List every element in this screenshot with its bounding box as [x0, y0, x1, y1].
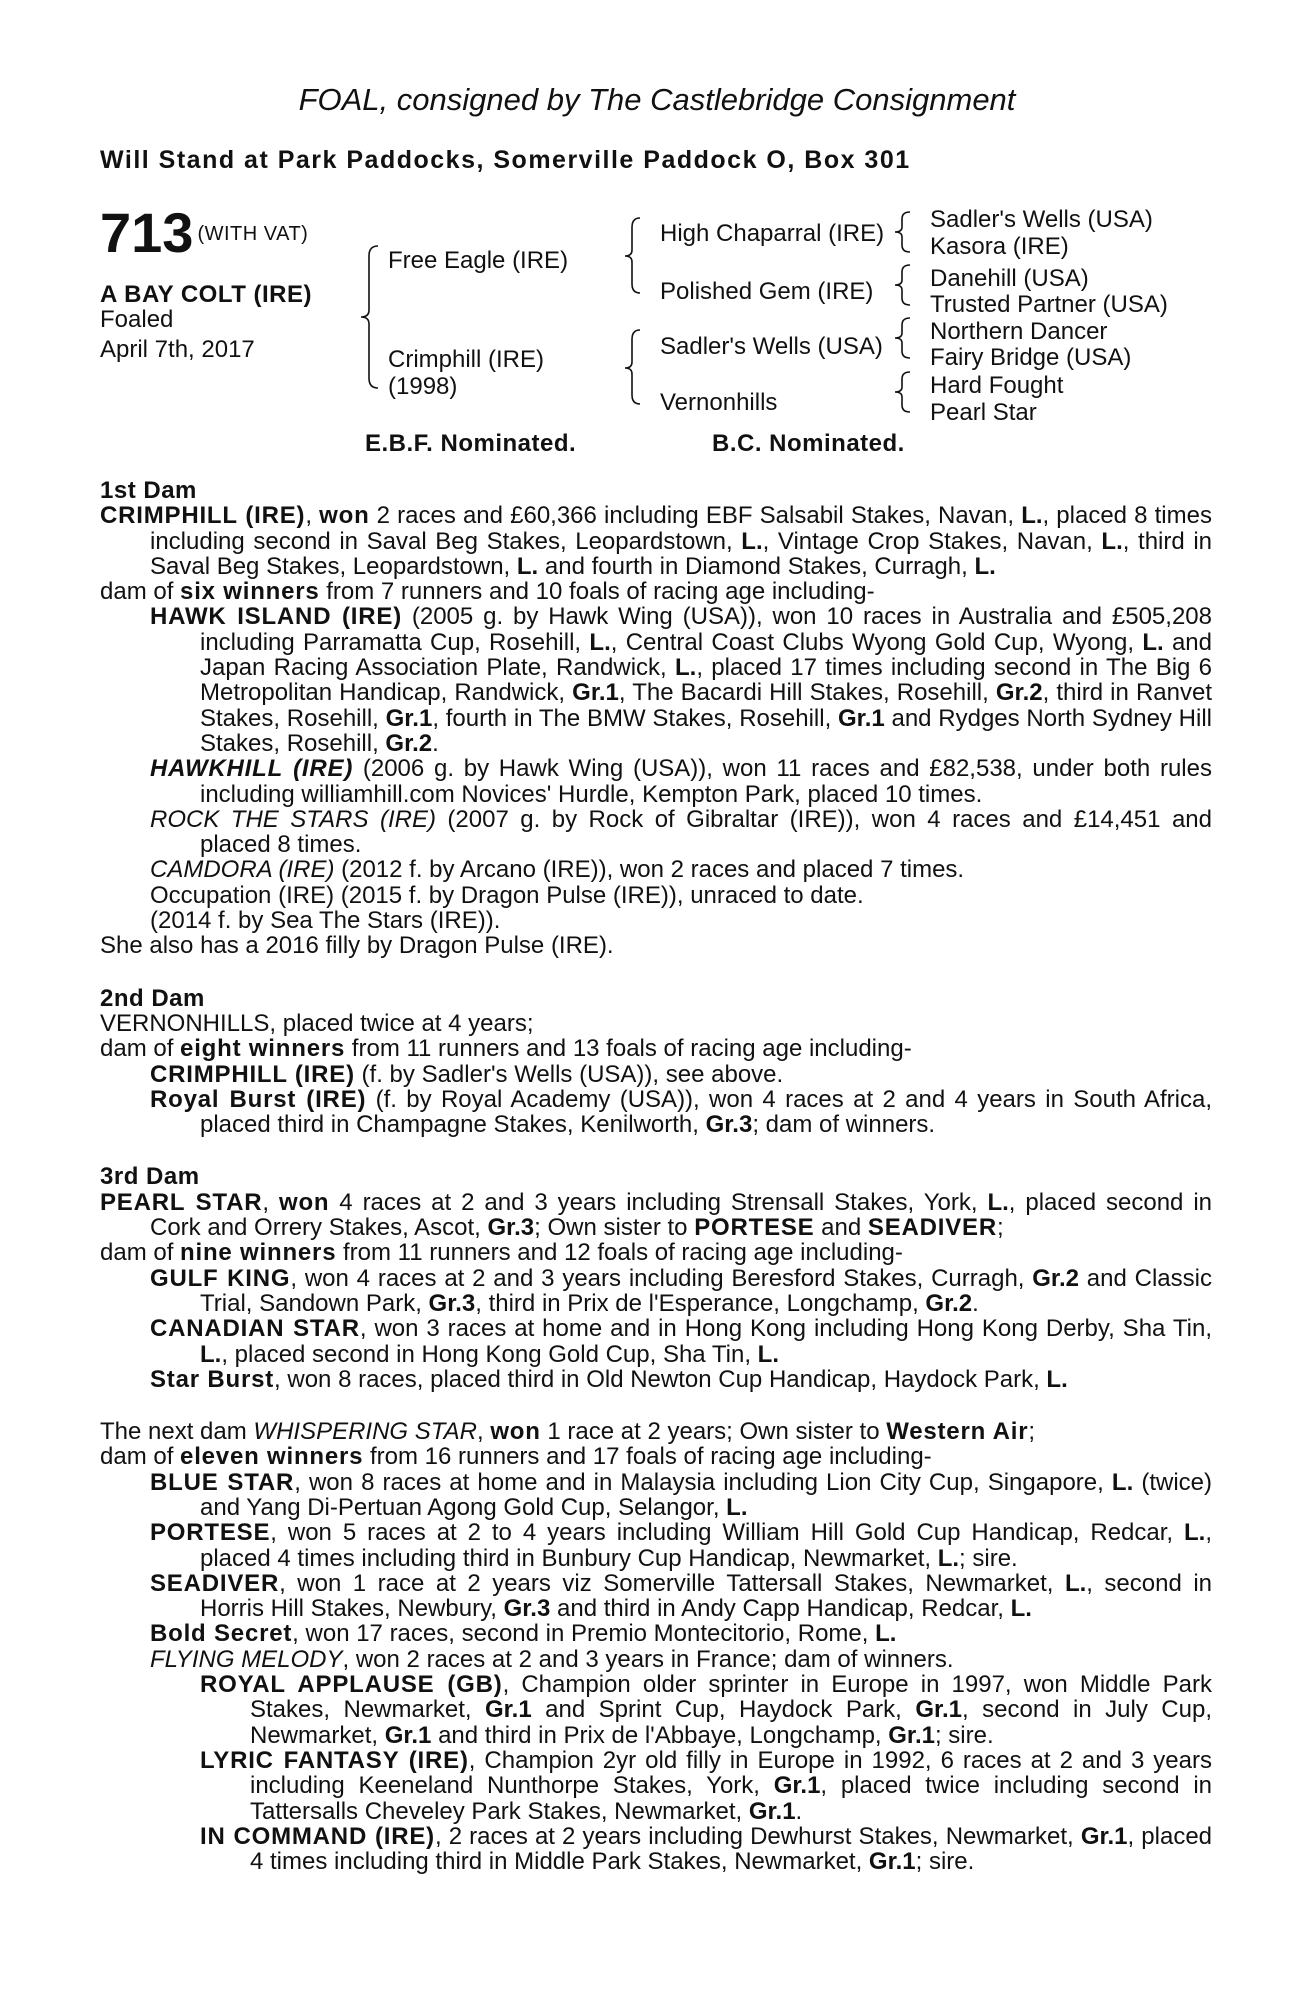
produce-lyric-fantasy: LYRIC FANTASY (IRE), Champion 2yr old filly in Europe in 1992, 6 races at 2 and 3 years including Keeneland Nunthorpe Stakes, York, Gr.1, placed twice including second in Tattersalls Cheveley Park Stakes, Newmarket, Gr.1.	[200, 1746, 1213, 1825]
pedigree-dam-sire: Sadler's Wells (USA)	[660, 333, 883, 360]
produce-portese: PORTESE, won 5 races at 2 to 4 years including William Hill Gold Cup Handicap, Redcar, L., placed 4 times including third in Bunbury Cup Handicap, Newmarket, L.; sire.	[150, 1519, 1212, 1572]
fourth-dam-entry: The next dam WHISPERING STAR, won 1 race at 2 years; Own sister to Western Air;	[100, 1418, 1036, 1446]
pedigree-sire-dam: Polished Gem (IRE)	[660, 278, 874, 305]
produce-canadian-star: CANADIAN STAR, won 3 races at home and in Hong Kong including Hong Kong Derby, Sha Tin, L., placed second in Hong Kong Gold Cup, Sha Tin, L.	[150, 1315, 1212, 1368]
produce-camdora: CAMDORA (IRE) (2012 f. by Arcano (IRE)), won 2 races and placed 7 times.	[150, 856, 965, 884]
pedigree-sdd: Trusted Partner (USA)	[930, 291, 1168, 318]
pedigree-sds: Danehill (USA)	[930, 265, 1089, 292]
produce-star-burst: Star Burst, won 8 races, placed third in Old Newton Cup Handicap, Haydock Park, L.	[150, 1365, 1068, 1393]
produce-flying-melody: FLYING MELODY, won 2 races at 2 and 3 years in France; dam of winners.	[150, 1645, 954, 1673]
pedigree-dam-dam: Vernonhills	[660, 389, 778, 416]
foaled-info: Foaled April 7th, 2017	[100, 306, 255, 363]
produce-2016-filly: She also has a 2016 filly by Dragon Pulse (IRE).	[100, 932, 614, 960]
first-dam-entry: CRIMPHILL (IRE), won 2 races and £60,366 including EBF Salsabil Stakes, Navan, L., placed 8 times including second in Saval Beg Stakes, Leopardstown, L., Vintage Crop Stakes, Navan, L., third in Saval Beg Stakes, Leopardstown, L. and fourth in Diamond Stakes, Curragh, L.	[100, 502, 1213, 580]
bc-nominated: B.C. Nominated.	[712, 430, 905, 457]
ebf-nominated: E.B.F. Nominated.	[365, 430, 577, 457]
stand-location: Will Stand at Park Paddocks, Somerville Paddock O, Box 301	[100, 146, 911, 174]
first-dam-produce-summary: dam of six winners from 7 runners and 10 foals of racing age including-	[100, 578, 875, 606]
second-dam-produce-summary: dam of eight winners from 11 runners and 13 foals of racing age including-	[100, 1035, 912, 1063]
produce-occupation: Occupation (IRE) (2015 f. by Dragon Pulse (IRE)), unraced to date.	[150, 881, 864, 909]
third-dam-entry: PEARL STAR, won 4 races at 2 and 3 years including Strensall Stakes, York, L., placed second in Cork and Orrery Stakes, Ascot, Gr.3; Own sister to PORTESE and SEADIVER;	[100, 1188, 1213, 1242]
produce-royal-burst: Royal Burst (IRE) (f. by Royal Academy (USA)), won 4 races at 2 and 4 years in South Africa, placed third in Champagne Stakes, Kenilworth, Gr.3; dam of winners.	[150, 1085, 1212, 1139]
pedigree-dds: Hard Fought	[930, 372, 1064, 399]
produce-bold-secret: Bold Secret, won 17 races, second in Premio Montecitorio, Rome, L.	[150, 1620, 897, 1648]
produce-hawkhill: HAWKHILL (IRE) (2006 g. by Hawk Wing (USA)), won 11 races and £82,538, under both rules including williamhill.com Novices' Hurdle, Kempton Park, placed 10 times.	[150, 755, 1212, 808]
section-third-dam: 3rd Dam	[100, 1163, 200, 1191]
pedigree-ddd: Pearl Star	[930, 399, 1037, 426]
fourth-dam-produce-summary: dam of eleven winners from 16 runners and 17 foals of racing age including-	[100, 1443, 932, 1471]
pedigree-sire: Free Eagle (IRE)	[388, 247, 569, 274]
section-second-dam: 2nd Dam	[100, 984, 205, 1012]
pedigree-dsd: Fairy Bridge (USA)	[930, 344, 1132, 371]
pedigree-ssd: Kasora (IRE)	[930, 233, 1069, 260]
pedigree-sire-sire: High Chaparral (IRE)	[660, 220, 885, 247]
pedigree-dam: Crimphill (IRE) (1998)	[388, 346, 544, 400]
produce-hawk-island: HAWK ISLAND (IRE) (2005 g. by Hawk Wing (USA)), won 10 races in Australia and £505,208 including Parramatta Cup, Rosehill, L., Central Coast Clubs Wyong Gold Cup, Wyong, L. and Japan Racing Association Plate, Randwick, L., placed 17 times including second in The Big 6 Metropolitan Handicap, Randwick, Gr.1, The Bacardi Hill Stakes, Rosehill, Gr.2, third in Ranvet Stakes, Rosehill, Gr.1, fourth in The BMW Stakes, Rosehill, Gr.1 and Rydges North Sydney Hill Stakes, Rosehill, Gr.2.	[150, 603, 1213, 757]
produce-rock-the-stars: ROCK THE STARS (IRE) (2007 g. by Rock of Gibraltar (IRE)), won 4 races and £14,451 and placed 8 times.	[150, 805, 1212, 859]
pedigree-sss: Sadler's Wells (USA)	[930, 206, 1153, 233]
catalogue-body	[100, 478, 1212, 1874]
third-dam-produce-summary: dam of nine winners from 11 runners and 12 foals of racing age including-	[100, 1239, 903, 1267]
second-dam-entry: VERNONHILLS, placed twice at 4 years;	[100, 1009, 534, 1037]
produce-seadiver: SEADIVER, won 1 race at 2 years viz Somerville Tattersall Stakes, Newmarket, L., second in Horris Hill Stakes, Newbury, Gr.3 and third in Andy Capp Handicap, Redcar, L.	[150, 1569, 1213, 1623]
produce-2014-filly: (2014 f. by Sea The Stars (IRE)).	[150, 907, 501, 935]
lot-name: A BAY COLT (IRE)	[100, 281, 313, 308]
produce-royal-applause: ROYAL APPLAUSE (GB), Champion older sprinter in Europe in 1997, won Middle Park Stakes, Newmarket, Gr.1 and Sprint Cup, Haydock Park, Gr.1, second in July Cup, Newmarket, Gr.1 and third in Prix de l'Abbaye, Longchamp, Gr.1; sire.	[200, 1671, 1212, 1749]
section-first-dam: 1st Dam	[100, 477, 197, 504]
produce-crimphill: CRIMPHILL (IRE) (f. by Sadler's Wells (USA)), see above.	[150, 1060, 784, 1088]
produce-blue-star: BLUE STAR, won 8 races at home and in Malaysia including Lion City Cup, Singapore, L. (twice) and Yang Di-Pertuan Agong Gold Cup, Selangor, L.	[150, 1468, 1212, 1521]
pedigree-dss: Northern Dancer	[930, 318, 1108, 345]
produce-gulf-king: GULF KING, won 4 races at 2 and 3 years including Beresford Stakes, Curragh, Gr.2 and Classic Trial, Sandown Park, Gr.3, third in Prix de l'Esperance, Longchamp, Gr.2.	[150, 1264, 1212, 1317]
vat-label: (WITH VAT)	[197, 223, 309, 245]
produce-in-command: IN COMMAND (IRE), 2 races at 2 years including Dewhurst Stakes, Newmarket, Gr.1, placed 4 times including third in Middle Park Stakes, Newmarket, Gr.1; sire.	[200, 1822, 1213, 1876]
consignment-title: FOAL, consigned by The Castlebridge Consignment	[298, 82, 1016, 117]
lot-number: 713 $^{(WITH VAT)}$	[100, 201, 309, 264]
